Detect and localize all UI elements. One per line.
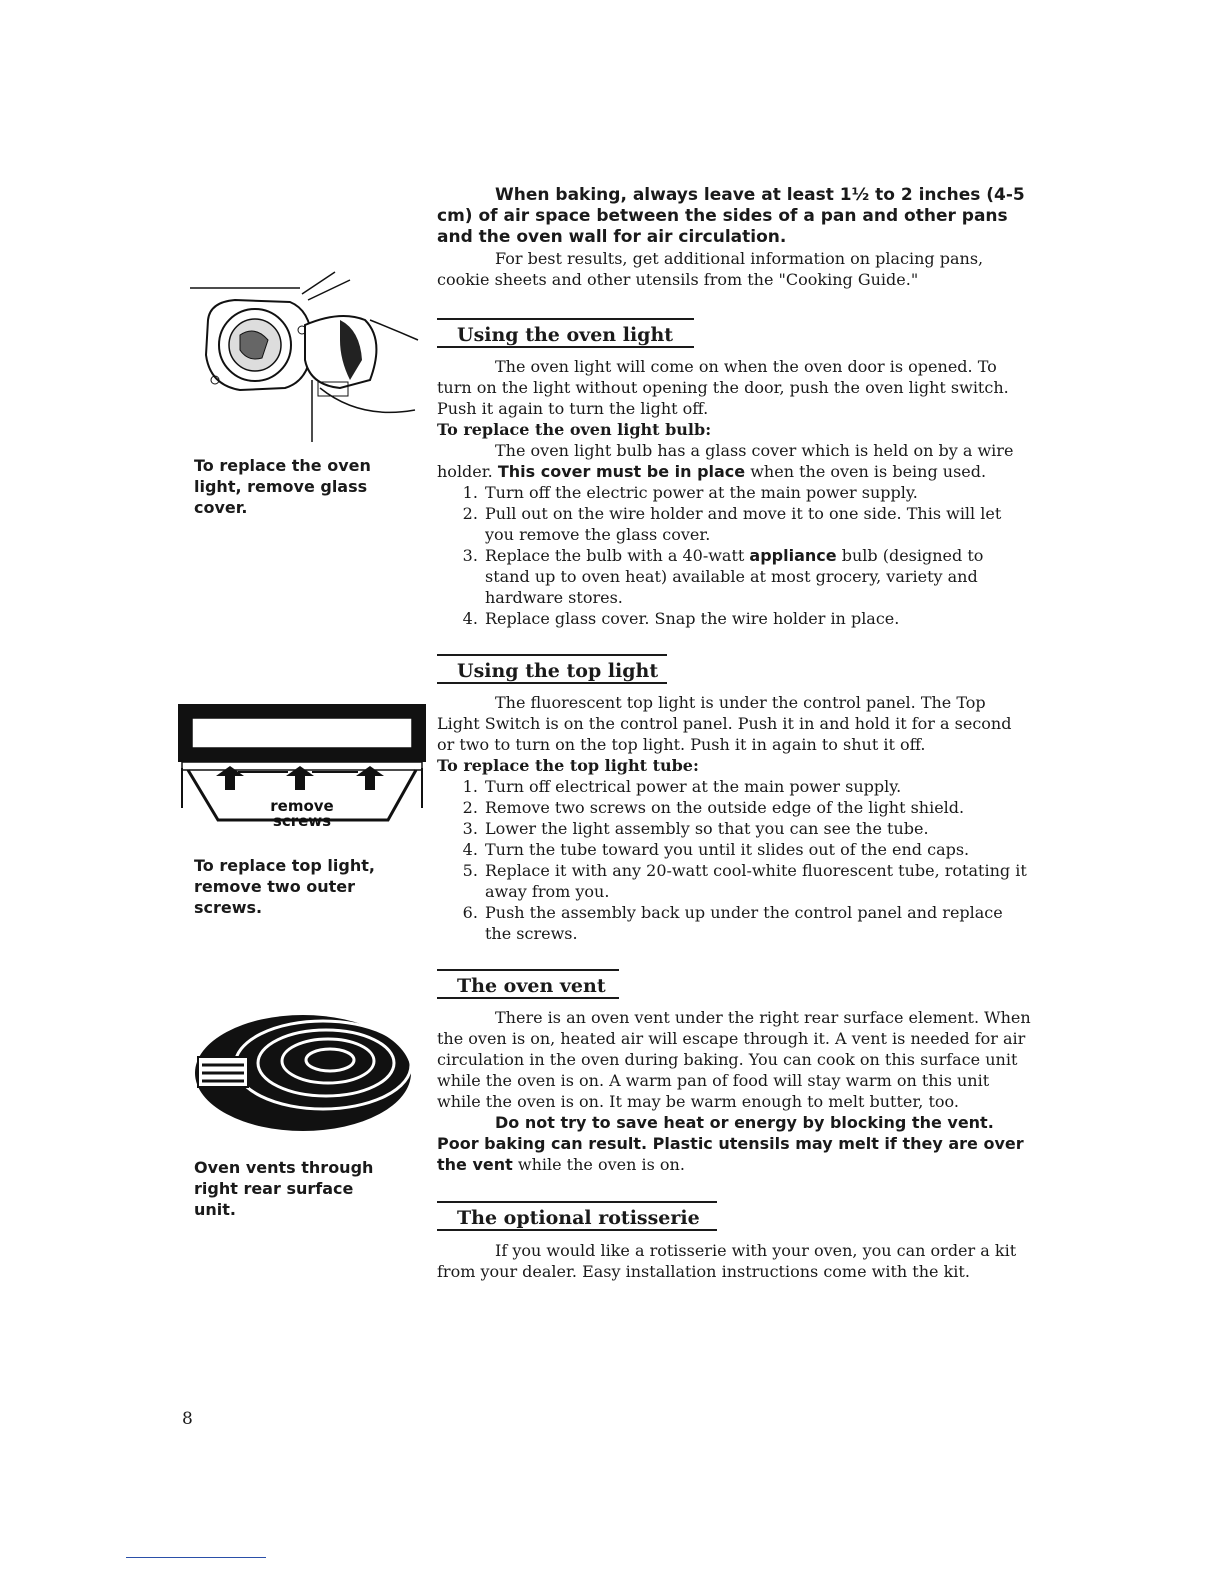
bottom-divider	[126, 1557, 266, 1558]
intro-section	[437, 185, 1031, 290]
oven-vent-illustration	[188, 1005, 418, 1150]
oven-vent-caption: Oven vents through right rear surface unit.	[194, 1158, 374, 1219]
list-item: 1. Turn off the electric power at the main power supply.	[483, 482, 1031, 503]
rotisserie-section	[437, 1240, 1031, 1282]
oven-light-steps	[437, 482, 1031, 629]
oven-light-caption: To replace the oven light, remove glass cover.	[194, 456, 371, 517]
list-item: 5. Replace it with any 20-watt cool-white fluorescent tube, rotating it away from you.	[483, 860, 1031, 902]
rotisserie-paragraph: If you would like a rotisserie with your oven, you can order a kit from your dealer. Easy installation instructions come with the kit.	[437, 1241, 1017, 1281]
top-light-illustration	[178, 700, 428, 830]
list-item: 2. Remove two screws on the outside edge of the light shield.	[483, 797, 1031, 818]
illus-label-remove: remove	[270, 797, 334, 815]
oven-vent-heading: The oven vent	[437, 969, 619, 999]
oven-light-subhead: To replace the oven light bulb:	[437, 420, 712, 439]
list-item: 3. Replace the bulb with a 40-watt appliance bulb (designed to stand up to oven heat) available at most grocery, variety and hardware stores.	[483, 545, 1031, 608]
top-light-heading: Using the top light	[437, 654, 667, 684]
top-light-steps	[437, 776, 1031, 944]
oven-light-heading: Using the oven light	[437, 318, 694, 348]
oven-vent-warning: Do not try to save heat or energy by blocking the vent. Poor baking can result. Plastic utensils may melt if they are over the vent while the oven is on.	[437, 1113, 1024, 1174]
page-number: 8	[182, 1409, 193, 1429]
oven-light-cover-paragraph: The oven light bulb has a glass cover which is held on by a wire holder. This cover must be in place when the oven is being used.	[437, 441, 1014, 481]
top-light-caption: To replace top light, remove two outer screws.	[194, 856, 375, 917]
top-light-section	[437, 692, 1031, 944]
oven-light-illustration	[190, 270, 420, 445]
rotisserie-heading: The optional rotisserie	[437, 1201, 717, 1231]
top-light-paragraph: The fluorescent top light is under the control panel. The Top Light Switch is on the control panel. Push it in and hold it for a second or two to turn on the top light. Push it in again to shut it off.	[437, 693, 1012, 754]
illus-label-screws: screws	[272, 812, 332, 830]
intro-paragraph: For best results, get additional information on placing pans, cookie sheets and other utensils from the "Cooking Guide."	[437, 249, 984, 289]
oven-light-section	[437, 356, 1031, 629]
oven-vent-paragraph: There is an oven vent under the right rear surface element. When the oven is on, heated air will escape through it. A vent is needed for air circulation in the oven during baking. You can cook on this surface unit while the oven is on. A warm pan of food will stay warm on this unit while the oven is on. It may be warm enough to melt butter, too.	[437, 1008, 1031, 1111]
list-item: 1. Turn off electrical power at the main power supply.	[483, 776, 1031, 797]
list-item: 3. Lower the light assembly so that you can see the tube.	[483, 818, 1031, 839]
list-item: 2. Pull out on the wire holder and move it to one side. This will let you remove the glass cover.	[483, 503, 1031, 545]
list-item: 4. Replace glass cover. Snap the wire holder in place.	[483, 608, 1031, 629]
oven-vent-section	[437, 1007, 1031, 1175]
oven-light-paragraph: The oven light will come on when the oven door is opened. To turn on the light without opening the door, push the oven light switch. Push it again to turn the light off.	[437, 357, 1009, 418]
list-item: 6. Push the assembly back up under the control panel and replace the screws.	[483, 902, 1031, 944]
list-item: 4. Turn the tube toward you until it slides out of the end caps.	[483, 839, 1031, 860]
intro-bold-paragraph: When baking, always leave at least 1½ to 2 inches (4-5 cm) of air space between the sides of a pan and other pans and the oven wall for air circulation.	[437, 185, 1025, 247]
top-light-subhead: To replace the top light tube:	[437, 756, 699, 775]
